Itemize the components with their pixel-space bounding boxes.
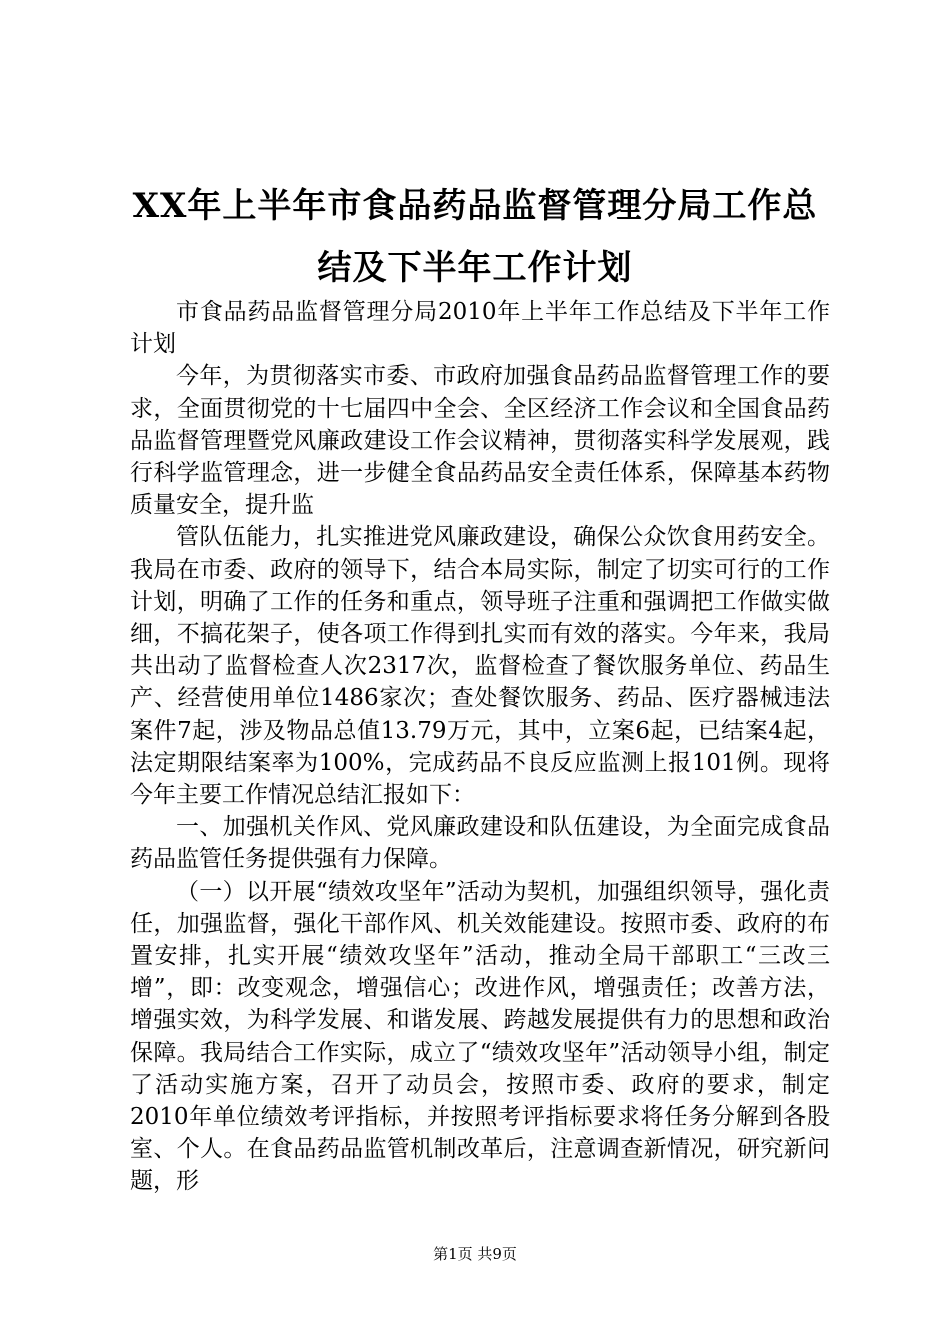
paragraph: 市食品药品监督管理分局2010年上半年工作总结及下半年工作计划 [130, 299, 830, 358]
paragraph: 管队伍能力，扎实推进党风廉政建设，确保公众饮食用药安全。我局在市委、政府的领导下，结合本局实际，制定了切实可行的工作计划，明确了工作的任务和重点，领导班子注重和强调把工作做实做细，不搞花架子，使各项工作得到扎实而有效的落实。今年来，我局共出动了监督检查人次2317次，监督检查了餐饮服务单位、药品生产、经营使用单位1486家次；查处餐饮服务、药品、医疗器械违法案件7起，涉及物品总值13.79万元，其中，立案6起，已结案4起，法定期限结案率为100%，完成药品不良反应监测上报101例。现将今年主要工作情况总结汇报如下： [130, 524, 830, 809]
document-body [130, 296, 830, 1198]
page-number-footer: 第1页 共9页 [433, 1245, 517, 1263]
paragraph: 一、加强机关作风、党风廉政建设和队伍建设，为全面完成食品药品监管任务提供强有力保障。 [130, 814, 830, 873]
document-title-line-1: XX年上半年市食品药品监督管理分局工作总 [132, 186, 818, 226]
paragraph: 今年，为贯彻落实市委、市政府加强食品药品监督管理工作的要求，全面贯彻党的十七届四中全会、全区经济工作会议和全国食品药品监督管理暨党风廉政建设工作会议精神，贯彻落实科学发展观，践行科学监管理念，进一步健全食品药品安全责任体系，保障基本药物质量安全，提升监 [130, 363, 830, 519]
document-title-line-2: 结及下半年工作计划 [317, 248, 633, 288]
paragraph: （一）以开展“绩效攻坚年”活动为契机，加强组织领导，强化责任，加强监督，强化干部作风、机关效能建设。按照市委、政府的布置安排，扎实开展“绩效攻坚年”活动，推动全局干部职工“三改三增”，即：改变观念，增强信心；改进作风，增强责任；改善方法，增强实效，为科学发展、和谐发展、跨越发展提供有力的思想和政治保障。我局结合工作实际，成立了“绩效攻坚年”活动领导小组，制定了活动实施方案，召开了动员会，按照市委、政府的要求，制定2010年单位绩效考评指标，并按照考评指标要求将任务分解到各股室、个人。在食品药品监管机制改革后，注意调查新情况，研究新问题，形 [130, 878, 830, 1195]
